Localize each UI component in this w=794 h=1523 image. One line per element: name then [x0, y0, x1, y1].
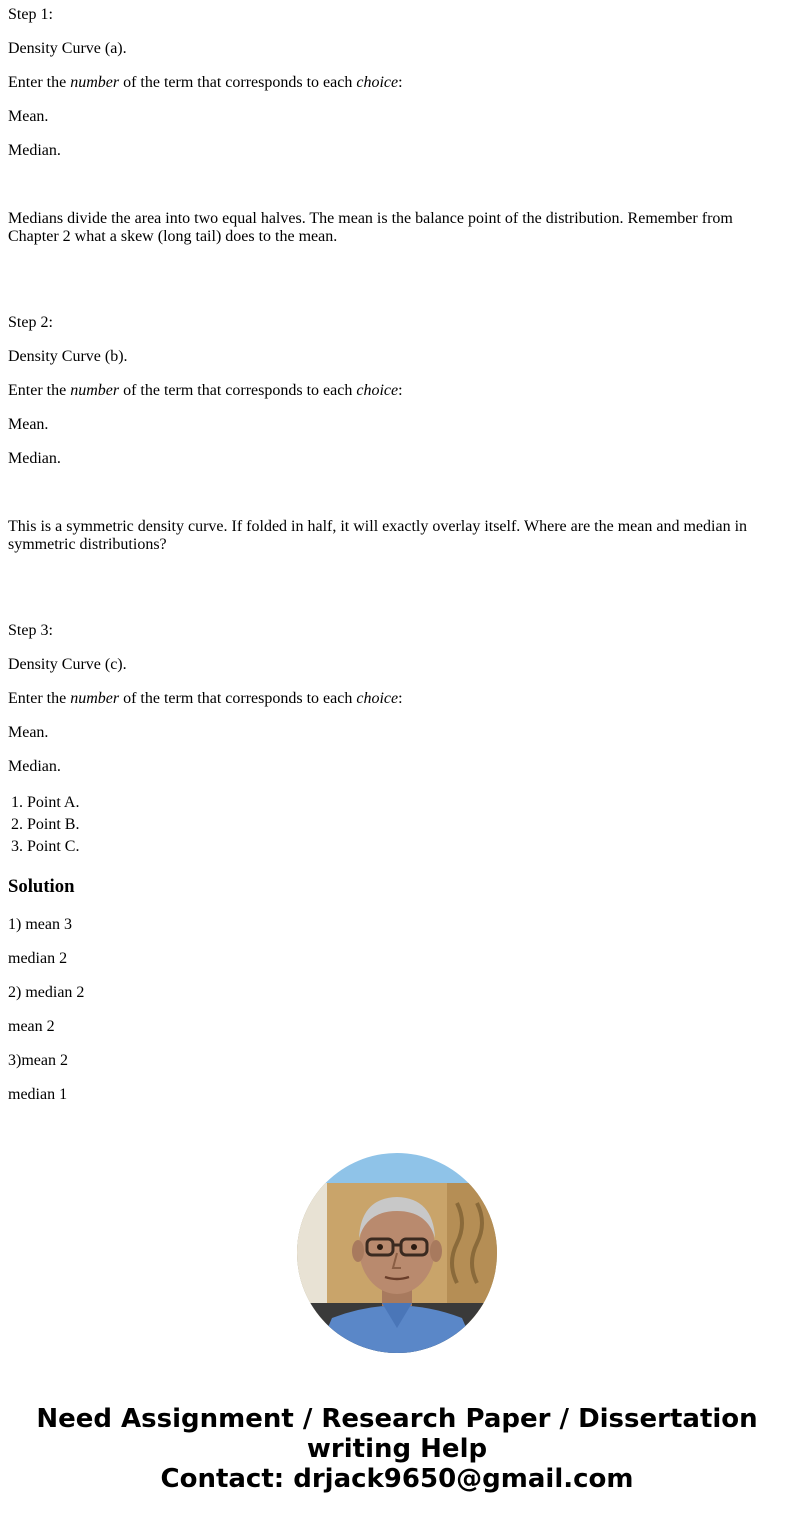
step-3-term-median: Median. — [8, 758, 61, 775]
step-2-title: Step 2: — [8, 314, 53, 331]
list-item: 1. Point A. — [27, 792, 786, 814]
instruction-text: of the term that corresponds to each — [119, 382, 357, 399]
instruction-emphasis: number — [70, 690, 120, 707]
step-1-term-mean: Mean. — [8, 108, 49, 125]
instruction-emphasis: choice — [356, 690, 399, 707]
step-2-term-median: Median. — [8, 450, 61, 467]
solution-heading: Solution — [8, 876, 75, 897]
instruction-emphasis: choice — [356, 74, 399, 91]
instruction-text: of the term that corresponds to each — [119, 74, 357, 91]
promo-contact: Contact: drjack9650@gmail.com — [160, 1464, 634, 1494]
step-2-curve: Density Curve (b). — [8, 348, 128, 365]
step-1-instruction — [8, 74, 786, 92]
solution-line: mean 2 — [8, 1018, 55, 1035]
step-3-term-mean: Mean. — [8, 724, 49, 741]
instruction-emphasis: number — [70, 74, 120, 91]
instruction-emphasis: choice — [356, 382, 399, 399]
choices-list — [8, 792, 786, 858]
step-1-curve: Density Curve (a). — [8, 40, 127, 57]
list-item: 3. Point C. — [27, 836, 786, 858]
step-1-title: Step 1: — [8, 6, 53, 23]
instruction-text: of the term that corresponds to each — [119, 690, 357, 707]
instruction-text: : — [398, 382, 403, 399]
solution-line: 2) median 2 — [8, 984, 85, 1001]
step-3-curve: Density Curve (c). — [8, 656, 127, 673]
instruction-text: Enter the — [8, 74, 71, 91]
instruction-text: Enter the — [8, 382, 71, 399]
step-3-title: Step 3: — [8, 622, 53, 639]
promo-banner — [0, 1404, 794, 1494]
step-3-instruction — [8, 690, 786, 708]
list-item: 2. Point B. — [27, 814, 786, 836]
step-2-instruction — [8, 382, 786, 400]
avatar — [297, 1153, 497, 1353]
step-2-hint: This is a symmetric density curve. If folded in half, it will exactly overlay itself. Where are the mean and median in symmetric distributions? — [8, 518, 748, 553]
promo-line: Need Assignment / Research Paper / Dissertation — [36, 1404, 758, 1434]
solution-line: 1) mean 3 — [8, 916, 72, 933]
instruction-text: : — [398, 690, 403, 707]
step-2-term-mean: Mean. — [8, 416, 49, 433]
solution-line: median 2 — [8, 950, 68, 967]
instruction-emphasis: number — [70, 382, 120, 399]
instruction-text: Enter the — [8, 690, 71, 707]
solution-line: median 1 — [8, 1086, 68, 1103]
promo-line: writing Help — [306, 1434, 488, 1464]
instruction-text: : — [398, 74, 403, 91]
step-1-term-median: Median. — [8, 142, 61, 159]
document-body — [8, 0, 786, 1120]
step-1-hint: Medians divide the area into two equal halves. The mean is the balance point of the distribution. Remember from Chapter 2 what a skew (long tail) does to the mean. — [8, 210, 733, 245]
person-portrait-icon — [297, 1153, 497, 1353]
solution-line: 3)mean 2 — [8, 1052, 68, 1069]
